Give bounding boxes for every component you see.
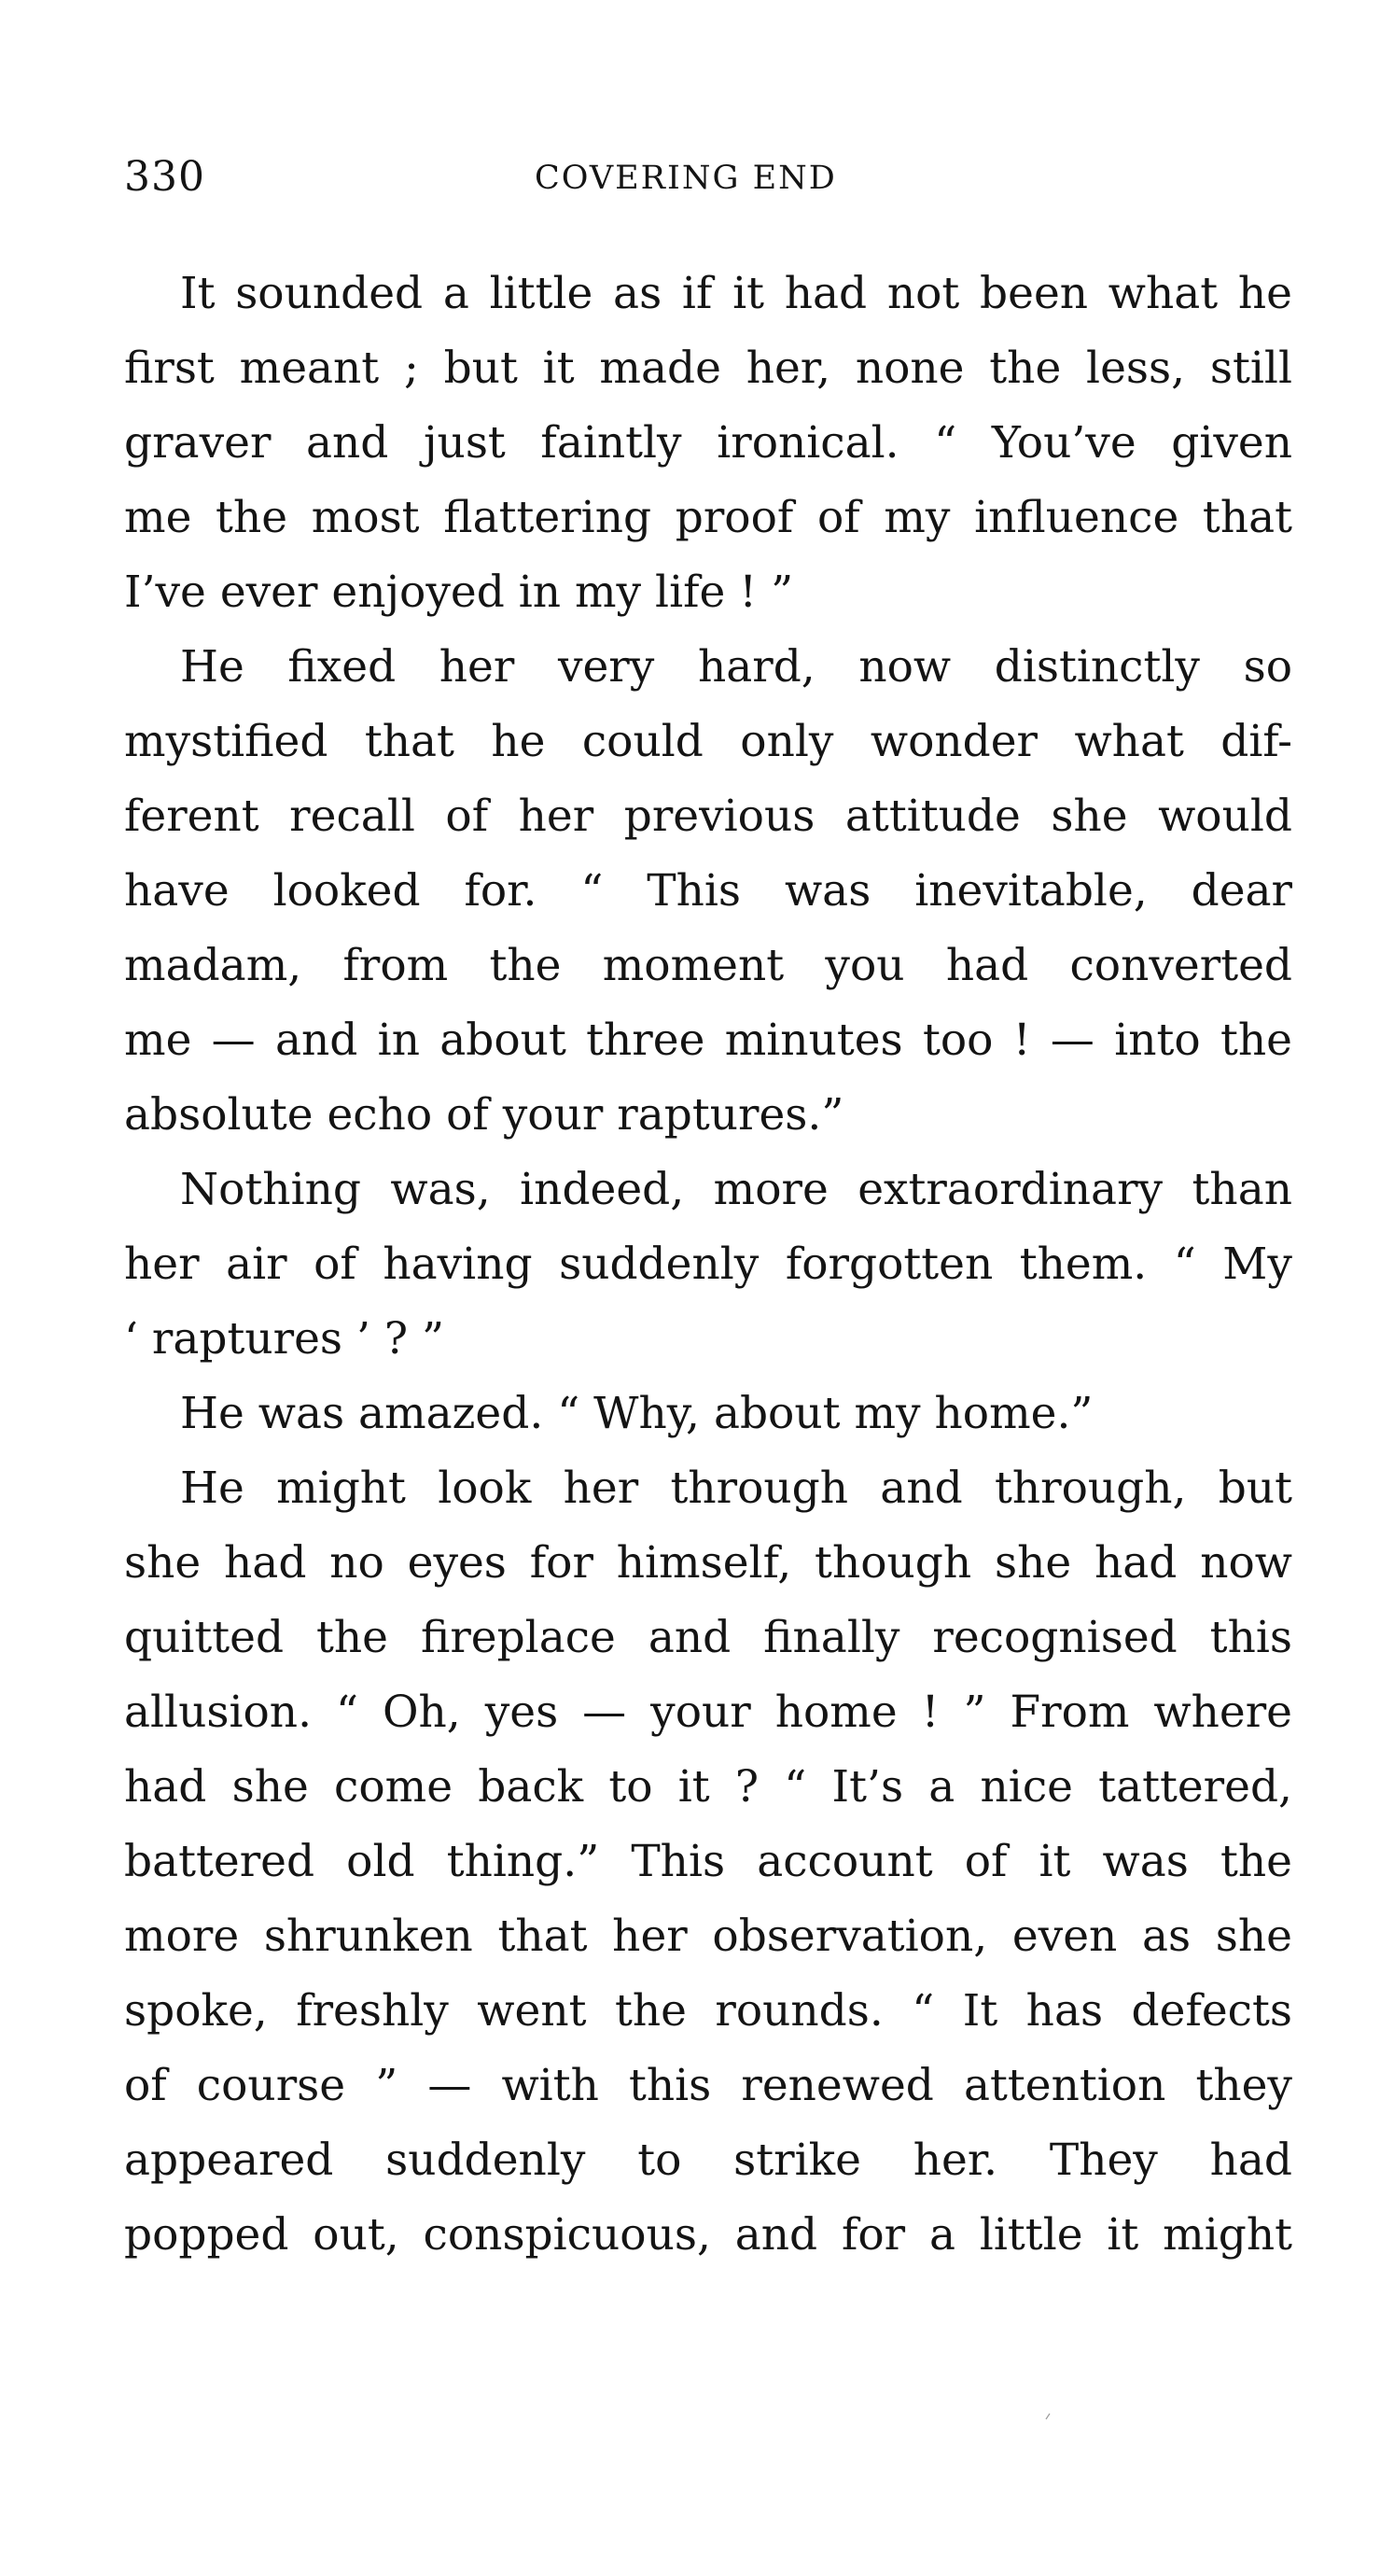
text-line: It sounded a little as if it had not been what he	[180, 268, 1292, 319]
text-line: popped out, conspicuous, and for a little it might	[124, 2209, 1292, 2261]
text-line: allusion. “ Oh, yes — your home ! ” From where	[124, 1687, 1292, 1738]
text-line: Nothing was, indeed, more extraordinary than	[180, 1164, 1292, 1215]
text-line: ferent recall of her previous attitude she would	[124, 791, 1292, 842]
text-line: me — and in about three minutes too ! — into the	[124, 1015, 1292, 1066]
text-line: quitted the fireplace and finally recognised this	[124, 1612, 1292, 1663]
text-line: me the most flattering proof of my influence that	[124, 492, 1292, 543]
text-line: He might look her through and through, but	[180, 1463, 1292, 1514]
text-line: He was amazed. “ Why, about my home.”	[180, 1388, 1094, 1439]
text-line: graver and just faintly ironical. “ You’ve given	[124, 417, 1292, 469]
page-number: 330	[124, 153, 205, 201]
text-line: madam, from the moment you had converted	[124, 940, 1292, 991]
text-line: I’ve ever enjoyed in my life ! ”	[124, 567, 794, 618]
text-line: first meant ; but it made her, none the less, still	[124, 343, 1292, 394]
text-line: more shrunken that her observation, even as she	[124, 1911, 1292, 1962]
text-line: absolute echo of your raptures.”	[124, 1089, 844, 1141]
running-title: COVERING END	[535, 160, 837, 197]
text-line: ‘ raptures ’ ? ”	[124, 1313, 444, 1365]
paper-speck	[1045, 2413, 1052, 2420]
running-head	[124, 149, 1290, 205]
text-line: spoke, freshly went the rounds. “ It has defects	[124, 1985, 1292, 2037]
text-line: mystified that he could only wonder what dif-	[124, 716, 1292, 767]
text-line: battered old thing.” This account of it was the	[124, 1836, 1292, 1887]
text-line: she had no eyes for himself, though she had now	[124, 1537, 1292, 1589]
text-line: had she come back to it ? “ It’s a nice tattered,	[124, 1761, 1292, 1813]
text-line: of course ” — with this renewed attention they	[124, 2060, 1292, 2111]
text-line: have looked for. “ This was inevitable, dear	[124, 865, 1292, 917]
text-line: her air of having suddenly forgotten them. “ My	[124, 1239, 1292, 1290]
body-text	[124, 257, 1292, 2273]
text-line: He fixed her very hard, now distinctly so	[180, 641, 1292, 693]
text-line: appeared suddenly to strike her. They had	[124, 2135, 1292, 2186]
